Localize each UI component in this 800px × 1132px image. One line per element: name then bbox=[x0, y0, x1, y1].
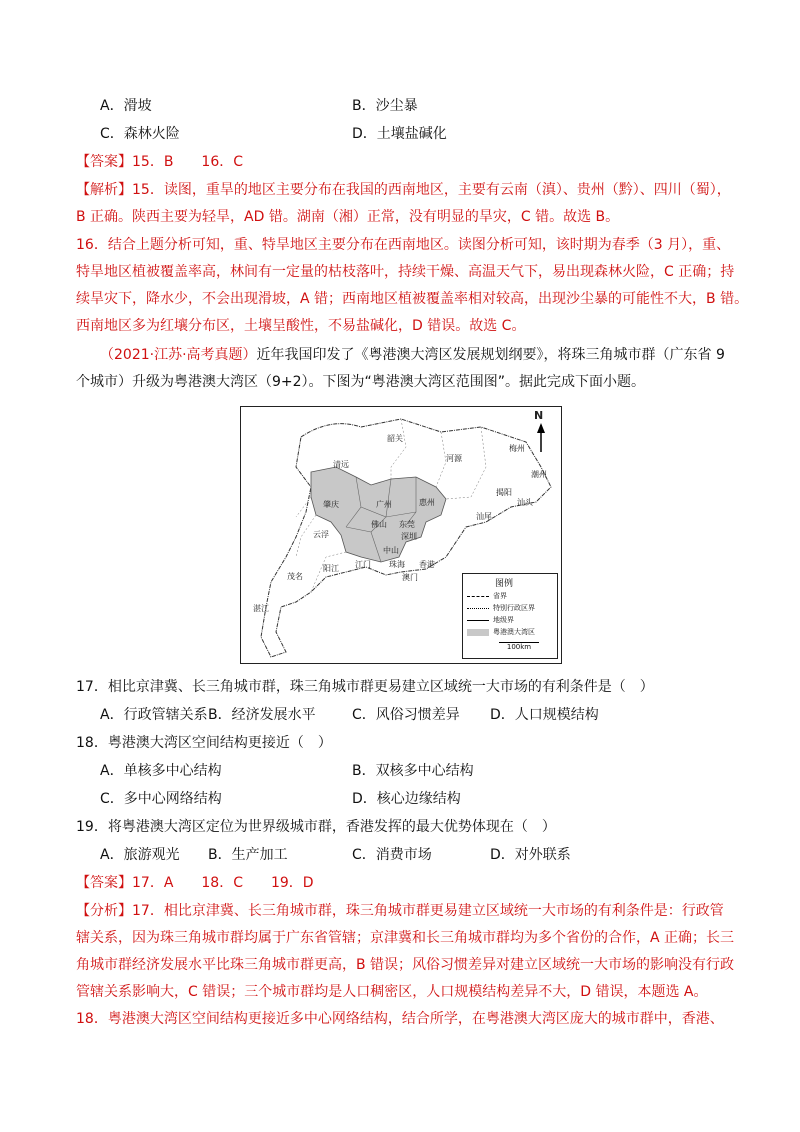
option-a: A．单核多中心结构 bbox=[100, 763, 222, 779]
city-label: 揭阳 bbox=[496, 488, 512, 497]
legend-label: 特别行政区界 bbox=[493, 604, 535, 612]
city-label: 河源 bbox=[446, 454, 462, 463]
city-label: 香港 bbox=[419, 560, 435, 569]
option-b: B．双核多中心结构 bbox=[352, 763, 474, 779]
province-line-swatch bbox=[467, 596, 489, 597]
city-label: 汕尾 bbox=[476, 512, 492, 521]
legend-label: 省界 bbox=[493, 592, 507, 600]
answer-text: 15．B 16．C bbox=[132, 154, 244, 170]
legend-item bbox=[467, 615, 514, 625]
legend-label: 地级界 bbox=[493, 616, 514, 624]
analysis-text: 15．读图，重旱的地区主要分布在我国的西南地区，主要有云南（滇）、贵州（黔）、四川（蜀）， bbox=[132, 182, 731, 198]
city-label: 肇庆 bbox=[323, 500, 339, 509]
legend-label: 粤港澳大湾区 bbox=[493, 628, 535, 636]
analysis-tag: 【分析】 bbox=[76, 903, 132, 919]
legend-title: 图例 bbox=[495, 579, 514, 589]
option-c: C．多中心网络结构 bbox=[100, 791, 222, 807]
option-b: B．经济发展水平 bbox=[208, 707, 316, 723]
analysis-line: 续旱灾下，降水少，不会出现滑坡，A 错；西南地区植被覆盖率相对较高，出现沙尘暴的可能性不大，B 错。 bbox=[76, 291, 749, 307]
city-label: 阳江 bbox=[323, 564, 339, 573]
option-b: B．生产加工 bbox=[208, 847, 288, 863]
option-a: A．滑坡 bbox=[100, 98, 152, 114]
analysis-line: 管辖关系影响大，C 错误；三个城市群均是人口稠密区，人口规模结构差异不大，D 错误，本题选 A。 bbox=[76, 984, 708, 1000]
option-b: B．沙尘暴 bbox=[352, 98, 418, 114]
analysis-line bbox=[76, 180, 731, 200]
analysis-line: 18．粤港澳大湾区空间结构更接近多中心网络结构，结合所学，在粤港澳大湾区庞大的城市群中，香港、 bbox=[76, 1011, 724, 1027]
bay-area-swatch bbox=[467, 629, 489, 636]
analysis-line: 16．结合上题分析可知，重、特旱地区主要分布在西南地区。读图分析可知，该时期为春季（3 月），重、 bbox=[76, 237, 731, 253]
city-label: 广州 bbox=[376, 500, 392, 509]
option-d: D．对外联系 bbox=[490, 847, 571, 863]
analysis-line: 角城市群经济发展水平比珠三角城市群更高，B 错误；风俗习惯差异对建立区域统一大市场的影响没有行政 bbox=[76, 957, 735, 973]
analysis-line: 特旱地区植被覆盖率高，林间有一定量的枯枝落叶，持续干燥、高温天气下，易出现森林火险，C 正确；持 bbox=[76, 264, 735, 280]
answer-line-1 bbox=[76, 152, 243, 172]
scale-label: 100km bbox=[506, 643, 532, 651]
analysis-tag: 【解析】 bbox=[76, 182, 132, 198]
bay-area-region bbox=[311, 467, 446, 562]
source-tag: （2021·江苏·高考真题） bbox=[100, 347, 257, 363]
answer-tag: 【答案】 bbox=[76, 154, 132, 170]
option-a: A．旅游观光 bbox=[100, 847, 180, 863]
intro-line-2: 个城市）升级为粤港澳大湾区（9+2）。下图为“粤港澳大湾区范围图”。据此完成下面小题。 bbox=[76, 374, 646, 390]
city-label: 清远 bbox=[333, 460, 349, 469]
city-label: 东莞 bbox=[399, 520, 415, 529]
question-18-stem: 18．粤港澳大湾区空间结构更接近（ ） bbox=[76, 735, 332, 751]
answer-tag: 【答案】 bbox=[76, 875, 132, 891]
city-label: 佛山 bbox=[371, 520, 387, 529]
north-arrow-head bbox=[537, 423, 545, 433]
option-c: C．消费市场 bbox=[352, 847, 432, 863]
city-line-swatch bbox=[467, 620, 489, 621]
city-label: 澳门 bbox=[402, 573, 418, 582]
city-label: 梅州 bbox=[509, 444, 525, 453]
question-intro bbox=[100, 345, 725, 365]
option-d: D．人口规模结构 bbox=[490, 707, 599, 723]
north-label: N bbox=[534, 409, 544, 422]
city-label: 中山 bbox=[383, 546, 399, 555]
option-c: C．森林火险 bbox=[100, 126, 180, 142]
legend-item bbox=[467, 603, 535, 613]
option-c: C．风俗习惯差异 bbox=[352, 707, 460, 723]
analysis-line: 辖关系，因为珠三角城市群均属于广东省管辖；京津冀和长三角城市群均为多个省份的合作，A 正确；长三 bbox=[76, 930, 735, 946]
city-label: 珠海 bbox=[389, 560, 405, 569]
city-label: 汕头 bbox=[517, 498, 533, 507]
city-label: 深圳 bbox=[401, 532, 417, 541]
city-label: 韶关 bbox=[387, 434, 403, 443]
question-17-stem: 17．相比京津冀、长三角城市群，珠三角城市群更易建立区域统一大市场的有利条件是（ ） bbox=[76, 679, 654, 695]
city-label: 茂名 bbox=[287, 572, 303, 581]
answer-line-2 bbox=[76, 873, 314, 893]
city-label: 云浮 bbox=[313, 530, 329, 539]
city-label: 惠州 bbox=[419, 498, 435, 507]
city-label: 湛江 bbox=[253, 604, 269, 613]
question-19-stem: 19．将粤港澳大湾区定位为世界级城市群，香港发挥的最大优势体现在（ ） bbox=[76, 819, 556, 835]
legend-item bbox=[467, 627, 535, 637]
city-label: 潮州 bbox=[531, 470, 547, 479]
option-a: A．行政管辖关系 bbox=[100, 707, 208, 723]
map-legend bbox=[462, 573, 558, 659]
analysis-line: B 正确。陕西主要为轻旱，AD 错。湖南（湘）正常，没有明显的旱灾，C 错。故选 B。 bbox=[76, 209, 620, 225]
city-label: 江门 bbox=[355, 560, 371, 569]
scale-bar bbox=[499, 642, 539, 651]
intro-text: 近年我国印发了《粤港澳大湾区发展规划纲要》，将珠三角城市群（广东省 9 bbox=[256, 347, 725, 363]
option-d: D．土壤盐碱化 bbox=[352, 126, 447, 142]
legend-item bbox=[467, 591, 507, 601]
sar-line-swatch bbox=[467, 608, 489, 609]
analysis-line: 西南地区多为红壤分布区，土壤呈酸性，不易盐碱化，D 错误。故选 C。 bbox=[76, 318, 526, 334]
answer-text: 17．A 18．C 19．D bbox=[132, 875, 314, 891]
analysis-line bbox=[76, 901, 724, 921]
analysis-text: 17．相比京津冀、长三角城市群，珠三角城市群更易建立区域统一大市场的有利条件是：行政管 bbox=[132, 903, 724, 919]
option-d: D．核心边缘结构 bbox=[352, 791, 461, 807]
